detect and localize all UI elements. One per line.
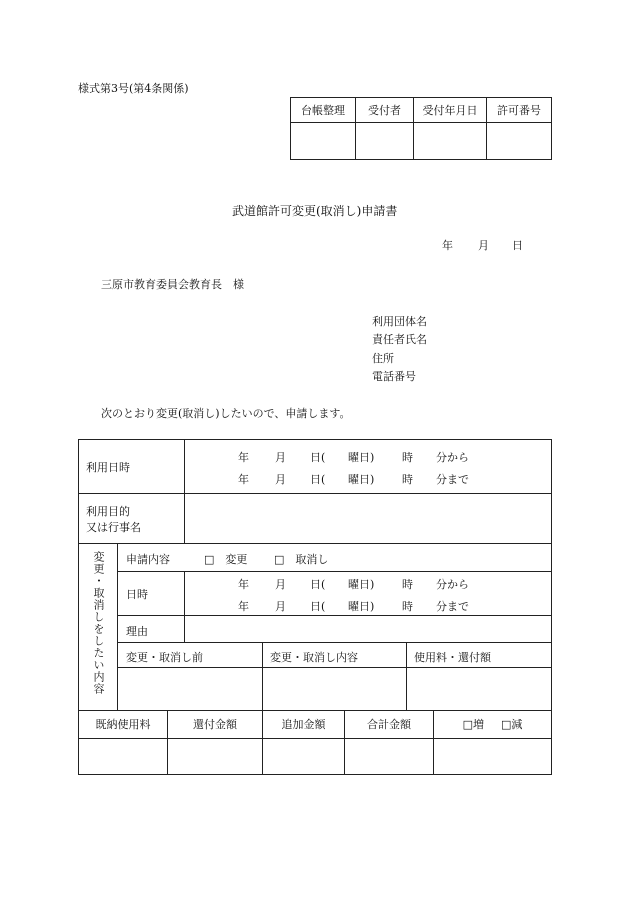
form-number: 様式第3号(第4条関係) [78,82,189,95]
weekday-unit: 曜日) [348,451,375,464]
weekday-unit: 曜日) [348,578,375,591]
application-content-label: 申請内容 [126,553,170,566]
hour-unit: 時 [402,578,413,591]
date-day-unit: 日 [512,239,523,252]
office-header-receipt-date: 受付年月日 [414,98,487,123]
intro-text: 次のとおり変更(取消し)したいので、申請します。 [101,407,351,420]
from-unit: 分から [436,451,469,464]
fee-refund-label: 使用料・還付額 [414,651,491,664]
office-cell[interactable] [414,123,487,160]
office-header-receiver: 受付者 [356,98,414,123]
additional-amount-field[interactable] [263,738,345,774]
hour-unit: 時 [402,473,413,486]
applicant-responsible-label: 責任者氏名 [372,333,427,346]
content-field[interactable] [263,668,406,710]
year-unit: 年 [238,451,249,464]
change-section-label: 変更・取消しをしたい内容 [92,551,105,695]
header-refund-amount: 還付金額 [168,711,263,738]
purpose-field[interactable] [185,494,551,543]
increase-decrease-cell [434,711,552,738]
option-change[interactable]: □ 変更 [204,553,248,566]
paid-fee-field[interactable] [79,738,168,774]
content-label: 変更・取消し内容 [270,651,358,664]
purpose-label-line2: 又は行事名 [86,521,141,534]
header-paid-fee: 既納使用料 [79,711,168,738]
applicant-org-name-label: 利用団体名 [372,315,427,328]
month-unit: 月 [275,473,286,486]
month-unit: 月 [275,578,286,591]
datetime-label: 日時 [126,588,148,601]
hour-unit: 時 [402,600,413,613]
date-month-unit: 月 [478,239,489,252]
main-form [78,439,552,711]
office-use-table [290,97,552,160]
increase-decrease-field[interactable] [434,738,552,774]
addressee: 三原市教育委員会教育長 様 [101,278,244,291]
from-unit: 分から [436,578,469,591]
option-cancel[interactable]: □ 取消し [274,553,329,566]
day-unit: 日( [310,600,326,613]
to-unit: 分まで [436,600,469,613]
applicant-address-label: 住所 [372,352,394,365]
day-unit: 日( [310,578,326,591]
header-additional-amount: 追加金額 [263,711,345,738]
increase-checkbox[interactable]: □増 [462,718,484,732]
fee-refund-field[interactable] [407,668,551,710]
office-header-permit-number: 許可番号 [487,98,552,123]
decrease-checkbox[interactable]: □減 [501,718,523,732]
year-unit: 年 [238,578,249,591]
year-unit: 年 [238,600,249,613]
office-cell[interactable] [487,123,552,160]
reason-label: 理由 [126,625,148,638]
fee-summary-table [78,711,552,775]
weekday-unit: 曜日) [348,600,375,613]
office-cell[interactable] [356,123,414,160]
year-unit: 年 [238,473,249,486]
usage-date-label: 利用日時 [86,461,130,474]
purpose-label-line1: 利用目的 [86,505,130,518]
total-amount-field[interactable] [345,738,434,774]
day-unit: 日( [310,473,326,486]
reason-field[interactable] [185,616,551,642]
month-unit: 月 [275,451,286,464]
header-total-amount: 合計金額 [345,711,434,738]
month-unit: 月 [275,600,286,613]
applicant-phone-label: 電話番号 [372,370,416,383]
office-cell[interactable] [291,123,356,160]
refund-amount-field[interactable] [168,738,263,774]
weekday-unit: 曜日) [348,473,375,486]
document-title: 武道館許可変更(取消し)申請書 [232,204,398,218]
to-unit: 分まで [436,473,469,486]
hour-unit: 時 [402,451,413,464]
before-field[interactable] [118,668,262,710]
day-unit: 日( [310,451,326,464]
before-label: 変更・取消し前 [126,651,203,664]
date-year-unit: 年 [442,239,453,252]
office-header-ledger: 台帳整理 [291,98,356,123]
